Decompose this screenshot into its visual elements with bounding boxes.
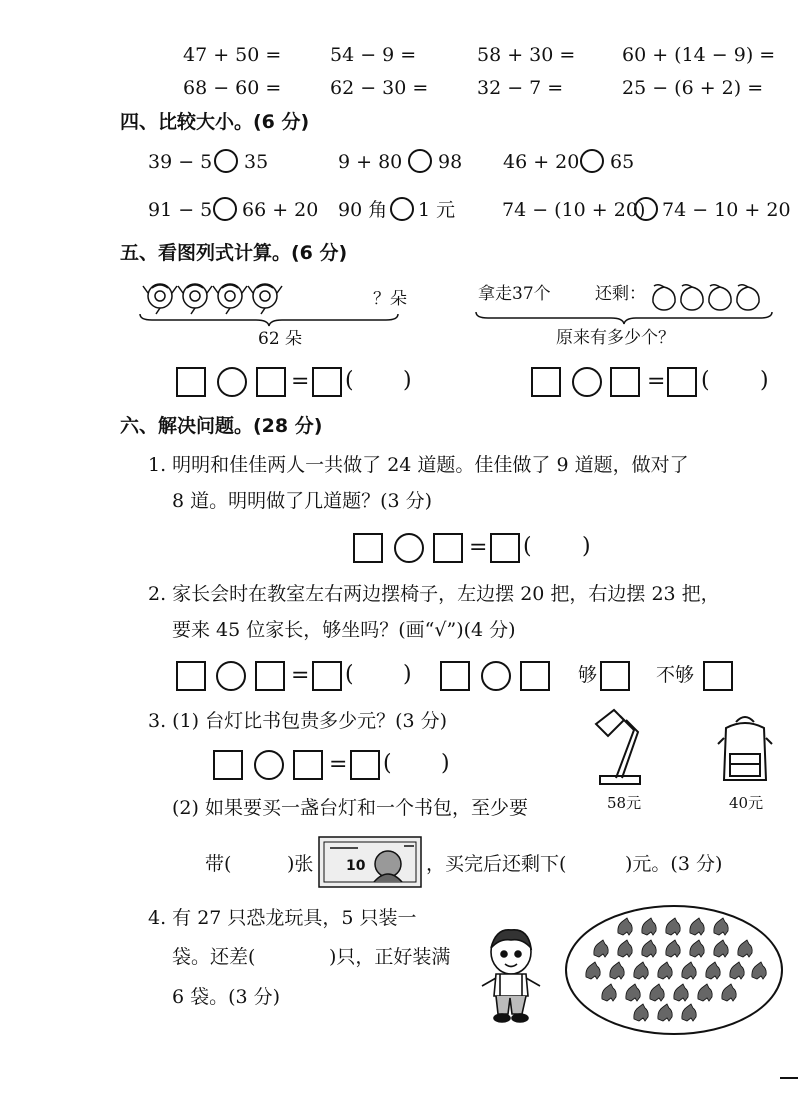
compare-circle[interactable] [580,149,604,173]
answer-box[interactable] [353,533,383,563]
answer-box[interactable] [176,367,206,397]
compare-left: 91 − 5 [148,199,213,221]
operator-circle[interactable] [217,367,247,397]
unit-paren-close: ) [760,368,769,393]
q2-line2: 要来 45 位家长，够坐吗？(画“√”)(4 分) [172,619,516,641]
answer-box[interactable] [440,661,470,691]
compare-circle[interactable] [408,149,432,173]
answer-box[interactable] [293,750,323,780]
peaches-remain-label: 还剩： [595,284,646,304]
calc-5: 68 − 60 = [183,77,282,99]
answer-box[interactable] [176,661,206,691]
flowers-total: 62 朵 [258,329,303,349]
answer-box[interactable] [255,661,285,691]
equals-sign: = [469,535,488,560]
q3-line-d: )元。(3 分) [625,853,723,875]
operator-circle[interactable] [394,533,424,563]
compare-circle[interactable] [390,197,414,221]
q3-line-b: )张 [287,853,314,875]
unit-paren-close: ) [403,662,412,687]
desk-lamp-picture [590,708,650,788]
dinosaur-oval [563,903,785,1037]
compare-right: 74 − 10 + 20 [662,199,791,221]
operator-circle[interactable] [216,661,246,691]
section-5-heading: 五、看图列式计算。(6 分) [120,242,348,264]
right-brace [474,310,774,326]
section-6-heading: 六、解决问题。(28 分) [120,415,323,437]
peaches-question: 原来有多少个？ [556,328,675,348]
peaches-picture [650,282,770,312]
unit-paren-close: ) [582,534,591,559]
section-4-heading: 四、比较大小。(6 分) [120,111,310,133]
calc-7: 32 − 7 = [477,77,564,99]
compare-left: 39 − 5 [148,151,213,173]
compare-right: 66 + 20 [242,199,319,221]
calc-1: 47 + 50 = [183,44,282,66]
unit-paren-open: ( [383,751,392,776]
compare-circle[interactable] [214,149,238,173]
answer-box[interactable] [531,367,561,397]
compare-right: 98 [438,151,463,173]
flowers-picture [145,278,295,314]
equals-sign: = [291,369,310,394]
peaches-taken: 拿走37个 [478,284,551,304]
compare-right: 1 元 [418,199,456,221]
q4-line2b: )只，正好装满 [329,946,451,968]
unit-paren-close: ) [441,751,450,776]
answer-box[interactable] [312,367,342,397]
compare-left: 90 角 [338,199,388,221]
q3-line-a: 带( [205,853,232,875]
not-enough-label: 不够 [656,664,695,686]
operator-circle[interactable] [254,750,284,780]
q4-line3: 6 袋。(3 分) [172,986,281,1008]
answer-box[interactable] [256,367,286,397]
bag-price: 40元 [729,794,764,812]
answer-box[interactable] [610,367,640,397]
page-edge-mark [780,1077,798,1079]
answer-box[interactable] [213,750,243,780]
calc-2: 54 − 9 = [330,44,417,66]
unit-paren-open: ( [345,368,354,393]
q4-line2a: 袋。还差( [172,946,256,968]
q3-line-c: ，买完后还剩下( [426,853,567,875]
calc-4: 60 + (14 − 9) = [622,44,776,66]
unit-paren-open: ( [701,368,710,393]
operator-circle[interactable] [572,367,602,397]
unit-paren-open: ( [523,534,532,559]
compare-right: 35 [244,151,269,173]
not-enough-box[interactable] [703,661,733,691]
calc-3: 58 + 30 = [477,44,576,66]
operator-circle[interactable] [481,661,511,691]
calc-6: 62 − 30 = [330,77,429,99]
compare-circle[interactable] [634,197,658,221]
q3-part1: 3. (1) 台灯比书包贵多少元？(3 分) [148,710,448,732]
equals-sign: = [647,369,666,394]
answer-box[interactable] [312,661,342,691]
boy-picture [478,926,544,1024]
compare-left: 74 − (10 + 20) [502,199,646,221]
equals-sign: = [329,752,348,777]
equals-sign: = [291,663,310,688]
answer-box[interactable] [520,661,550,691]
left-brace [138,312,400,328]
q3-part2: (2) 如果要买一盏台灯和一个书包，至少要 [172,797,528,819]
banknote-picture [318,836,422,888]
q1-line2: 8 道。明明做了几道题？(3 分) [172,490,433,512]
answer-box[interactable] [433,533,463,563]
flowers-question: ？朵 [373,289,407,309]
backpack-picture [714,714,776,786]
unit-paren-close: ) [403,368,412,393]
compare-left: 9 + 80 [338,151,403,173]
banknote-value: 10 [346,858,366,874]
q4-line1: 4. 有 27 只恐龙玩具，5 只装一 [148,907,417,929]
answer-box[interactable] [350,750,380,780]
q1-line1: 1. 明明和佳佳两人一共做了 24 道题。佳佳做了 9 道题，做对了 [148,454,689,476]
answer-box[interactable] [490,533,520,563]
unit-paren-open: ( [345,662,354,687]
enough-box[interactable] [600,661,630,691]
enough-label: 够 [578,664,598,686]
compare-circle[interactable] [213,197,237,221]
compare-right: 65 [610,151,635,173]
compare-left: 46 + 20 [503,151,580,173]
answer-box[interactable] [667,367,697,397]
lamp-price: 58元 [607,794,642,812]
q2-line1: 2. 家长会时在教室左右两边摆椅子，左边摆 20 把，右边摆 23 把， [148,583,720,605]
calc-8: 25 − (6 + 2) = [622,77,764,99]
